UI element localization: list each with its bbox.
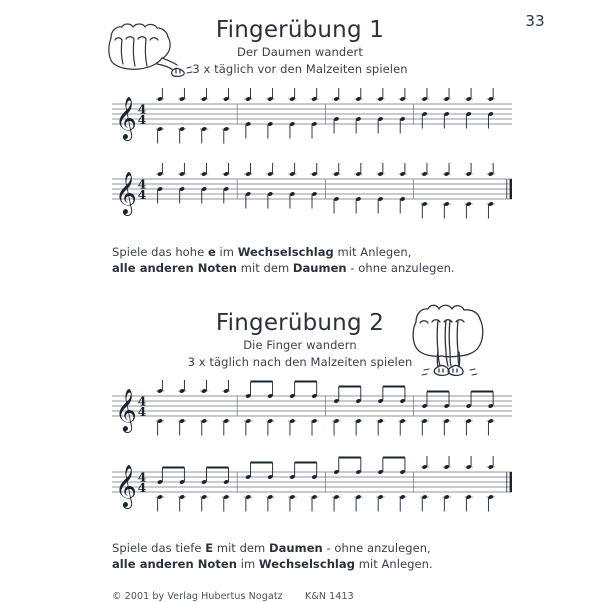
exercise-2-subtitle-2: 3 x täglich nach den Malzeiten spielen [187,355,413,370]
instr-emph-note: e [207,245,216,259]
svg-text:4: 4 [137,480,147,496]
exercise-2-heading [0,311,600,369]
svg-text:4: 4 [137,393,147,409]
instr-emph-technique: Wechselschlag [258,556,356,571]
staff-system-1 [112,88,512,156]
exercise-1-heading [0,18,600,76]
exercise-2-instructions [112,541,433,572]
copyright-text: © 2001 by Verlag Hubertus Nogatz [112,591,283,602]
exercise-1-title: Fingerübung 1 [215,17,385,43]
instr-text: mit Anlegen. [355,556,433,571]
plate-number: K&N 1413 [305,591,354,602]
staff-system-2 [112,163,512,231]
staff-system-3 [112,380,512,448]
exercise-1-subtitle-1: Der Daumen wandert [237,45,363,60]
instr-text: - ohne anzulegen, [322,541,431,555]
instr-text: mit Anlegen, [333,245,412,259]
instr-emph-note: E [205,541,214,555]
exercise-1-instruction-line-1 [112,245,455,261]
instr-emph-notes: alle anderen Noten [112,260,237,275]
svg-text:𝄞: 𝄞 [115,170,137,214]
instr-text: im [215,245,238,259]
page-number: 33 [525,12,545,30]
instr-text: im [237,556,259,571]
exercise-2-instruction-line-2 [112,557,433,573]
svg-text:4: 4 [137,112,147,128]
svg-text:4: 4 [137,404,147,420]
instr-emph-finger: Daumen [292,260,347,275]
instr-emph-finger: Daumen [269,541,323,555]
instr-text: mit dem [213,541,270,555]
svg-text:4: 4 [137,176,147,192]
instr-emph-notes: alle anderen Noten [112,556,237,571]
exercise-1-instruction-line-2 [112,261,455,277]
instr-text: - ohne anzulegen. [346,260,455,275]
exercise-1-instructions [112,245,455,276]
staff-system-4 [112,456,512,524]
instr-text: mit dem [237,260,293,275]
instr-emph-technique: Wechselschlag [237,245,334,259]
exercise-1-subtitle-2: 3 x täglich vor den Malzeiten spielen [192,62,408,77]
svg-text:𝄞: 𝄞 [115,95,137,139]
exercise-2-instruction-line-1 [112,541,433,557]
exercise-2-subtitle-1: Die Finger wandern [243,338,357,353]
svg-text:4: 4 [137,101,147,117]
svg-text:𝄞: 𝄞 [115,387,137,431]
instr-text: Spiele das tiefe [112,541,206,555]
exercise-2-title: Fingerübung 2 [215,310,385,336]
svg-text:4: 4 [137,469,147,485]
instr-text: Spiele das hohe [112,245,208,259]
svg-text:4: 4 [137,187,147,203]
svg-text:𝄞: 𝄞 [115,463,137,507]
